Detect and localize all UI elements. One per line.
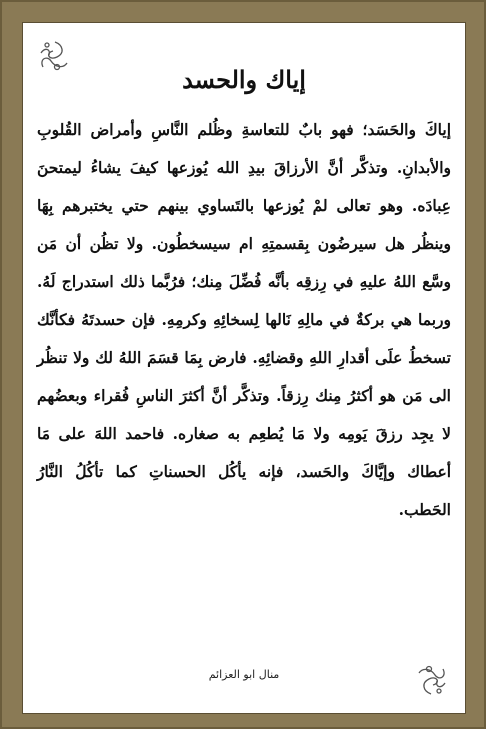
author-signature: منال ابو العزائم	[208, 668, 280, 681]
text-card	[22, 22, 466, 714]
page-title: إياك والحسد	[182, 65, 306, 94]
body-paragraph: إياكَ والحَسَد؛ فهو بابٌ للتعاسةِ وظُلم النَّاسِ وأمراض القُلوبِ والأبدانِ. وتذكَّر أنَّ الأرزاقَ بيدِ الله يُوزعها كيفَ يشاءُ ليمتحنَ عِبادَه. وهو تعالى لمْ يُوزعها بالتَساوي بينهم حتي يختبرهم بِهَا وينظُر هل سيرضُون بِقسمتِهِ ام سيسخطُون. ولا تظُن أن مَن وسَّع اللهُ عليهِ في رِزقِه بأنَّه فُضِّلَ مِنك؛ فرُبَّما ذلك استدراج لَهُ. وربما هي بركةٌ في مالِهِ نَالها لِسخائِهِ وكرمِهِ. فإن حسدتَهُ فكأنَّك تسخطُ علَى أقدارِ اللهِ وقضائِهِ. فارض بِمَا قسَمَ اللهُ لك ولا تنظُر الى مَن هو أكثرُ مِنك رِزقاً. وتذكَّر أنَّ أكثرَ الناسِ فُقراء وبعضُهم لا يجِد رزقَ يَومِه ولا مَا يُطعِم به صغاره. فاحمد اللهَ على مَا أعطاك وإيَّاكَ والحَسد، فإنه يأكُل الحسناتِ كما تأكُلُ النَّارُ الحَطب.	[37, 120, 451, 519]
flourish-ornament-icon	[411, 659, 451, 699]
